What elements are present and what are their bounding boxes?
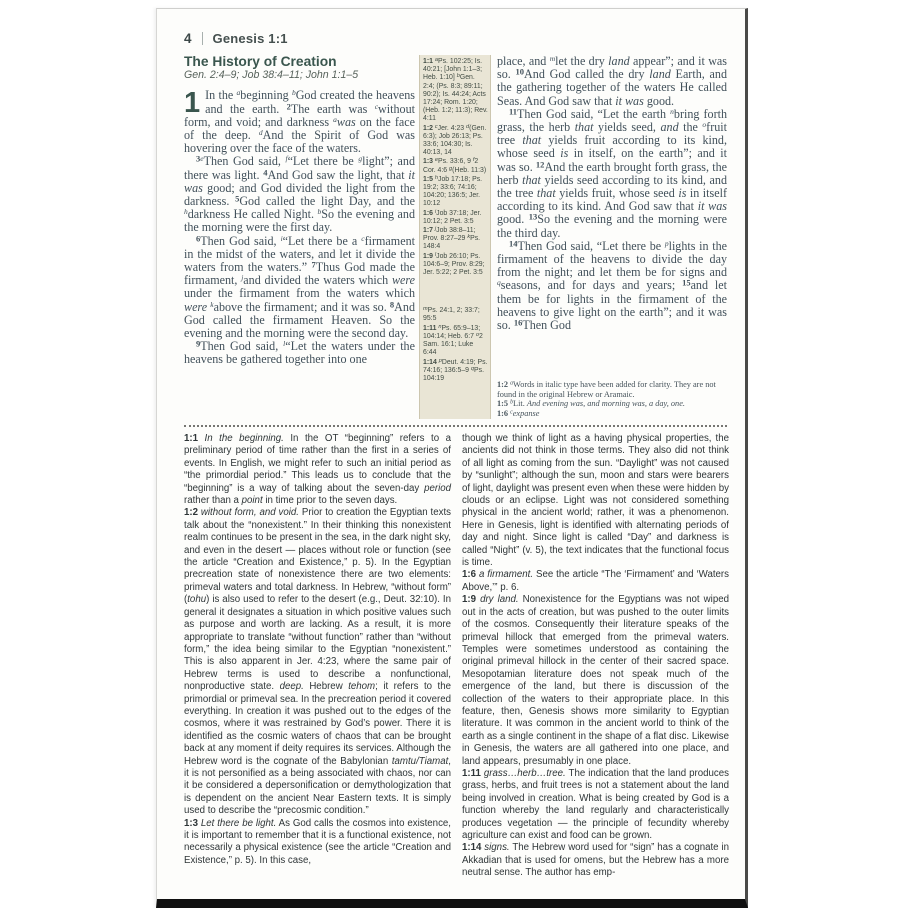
reference-entry: $^m$Ps. 24:1, 2; 33:7; 95:5 — [423, 306, 480, 323]
running-header — [184, 31, 745, 46]
book-chapter-verse: Genesis 1:1 — [212, 31, 288, 46]
study-note: though we think of light as a having physical properties, the ancients did not think in those terms. They also did not think of all light as coming from the sun. “Daylight” was not caused by “sunlight”; although the sun, moon and stars were bearers of light, daylight was present even when these were hidden by clouds or an eclipse. Light was not considered something physical in the ancient world; rather, it was a phenomenon. Here in Genesis, light is identified with alternating periods of day and night. Since light is called “Day” and darkness is called “Night” (v. 5), the text indicates that the functional focus is time. — [462, 433, 729, 569]
section-title: The History of Creation — [184, 55, 337, 69]
verse-paragraph: $^9$Then God said, $^l$“Let the waters under the heavens be gathered together into one — [184, 338, 415, 367]
scanned-bible-page — [156, 8, 748, 908]
study-note: 1:11 grass…herb…tree. The indication that the land produces grass, herbs, and fruit trees is not a statement about the land being involved in creation. What is being created by God is a function whereby the land regularly and characteristically produces vegetation — the principle of fecundity whereby agriculture can exist and food can be grown. — [462, 767, 729, 841]
translation-footnote: 1:2 $^a$Words in italic type have been added for clarity. They are not found in the original Hebrew or Aramaic. — [497, 379, 716, 399]
verse-paragraph: place, and $^m$let the dry land appear”; and it was so. $^{10}$And God called the dry land Earth, and the gathering together of the waters He called Seas. And God saw that it was good. — [497, 55, 727, 108]
translation-footnotes — [497, 377, 727, 419]
page-number: 4 — [184, 31, 192, 46]
bible-right-column — [495, 55, 727, 419]
chapter-number-dropcap: 1 — [184, 87, 201, 120]
translation-footnote: 1:6 $^c$expanse — [497, 409, 540, 419]
verse-paragraph: $^{14}$Then God said, “Let there be $^p$lights in the firmament of the heavens to divide the day from the night; and let them be for signs and $^q$seasons, and for days and years; $^{15}$and let them be for lights in the firmament of the heavens to give light on the earth”; and it was so. $^{16}$Then God — [497, 238, 727, 333]
study-note: 1:3 Let there be light. As God calls the cosmos into existence, it is important to remember that it is a functional existence, not necessarily a physical existence (see the article “Creation and Existence,” p. 5). In this case, — [184, 817, 451, 866]
cross-reference-column — [419, 55, 491, 419]
reference-entry: 1:7 $^j$Job 38:8–11; Prov. 8:27–29 $^k$Ps. 148:4 — [423, 226, 481, 251]
study-note: 1:1 In the beginning. In the OT “beginning” refers to a preliminary period of time rather than the first in a series of events. In English, we might refer to such an initial period as “the primordial period.” This leads us to conclude that the “beginning” is a way of talking about the seven-day period rather than a point in time prior to the seven days. — [184, 433, 451, 507]
study-notes-area — [184, 433, 729, 892]
verse-paragraph: $^6$Then God said, $^i$“Let there be a $^c$firmament in the midst of the waters, and let it divide the waters from the waters.” $^7$Thus God made the firmament, $^j$and divided the waters which were under the firmament from the waters which were $^k$above the firmament; and it was so. $^8$And God called the firmament Heaven. So the evening and the morning were the second day. — [184, 233, 415, 341]
reference-entry: 1:5 $^h$Job 17:18; Ps. 19:2; 33:6; 74:16; 104:20; 136:5; Jer. 10:12 — [423, 174, 483, 208]
dotted-divider — [184, 425, 727, 427]
study-note: 1:14 signs. The Hebrew word used for “sign” has a cognate in Akkadian that is used for omens, but the Hebrew has a more neutral sense. The author has emp- — [462, 842, 729, 879]
verse-paragraph: $^{11}$Then God said, “Let the earth $^n$bring forth grass, the herb that yields seed, and the $^o$fruit tree that yields fruit according to its kind, whose seed is in itself, on the earth”; and it was so. $^{12}$And the earth brought forth grass, the herb that yields seed according to its kind, and the tree that yields fruit, whose seed is in itself according to its kind. And God saw that it was good. $^{13}$So the evening and the morning were the third day. — [497, 106, 727, 240]
study-note: 1:2 without form, and void. Prior to creation the Egyptian texts talk about the “nonexistent.” In their thinking this nonexistent realm continues to be present in the sea, in the dark night sky, and even in the desert — places without role or function (see the article “Creation and Existence,” p. 5). In the Egyptian precreation state of nonexistence there are two elements: primeval waters and total darkness. In Hebrew, “without form” (tohu) is also used to refer to the desert (e.g., Deut. 32:10). In general it designates a situation in which positive values such as purpose and worth are lacking. As a result, it is more appropriate to translate “without function” rather than “without form,” the idea being similar to the Egyptian “nonexistent.” This is also apparent in Jer. 4:23, where the same pair of Hebrew terms is used to describe a nonfunctional, nonproductive state. deep. Hebrew tehom; it refers to the primordial or primeval sea. In the precreation period it covered everything. In creation it was pushed out to the edges of the cosmos, where it was restrained by God’s power. There it is identified as the cosmic waters of chaos that can be brought back at any moment if deity requires its services. Although the Hebrew word is the cognate of the Babylonian tamtu/Tiamat, it is not personified as a being associated with chaos, nor can it be considered a depersonification or demythologization that is dependent on the ancient Near Eastern texts. It is simply used to describe the “precosmic condition.” — [184, 507, 451, 817]
study-note: 1:9 dry land. Nonexistence for the Egyptians was not wiped out in the acts of creation, but was pushed to the outer limits of the cosmos. Consequently their literature speaks of the primeval hillock that emerged from the primeval waters. Temples were sometimes understood as containing the original primeval hillock in the center of their sacred space. Mesopotamian literature does not speak much of the emergence of the land, but there is discussion of the collection of the waters to their appropriate place. In this feature, then, Genesis shows more similarity to Egyptian literature. It was common in the ancient world to think of the earth as a single continent in the shape of a flat disc. Likewise in Genesis, the waters are all gathered into one place, and land appears, presumably in one place. — [462, 594, 729, 767]
reference-entry: 1:11 $^n$Ps. 65:9–13; 104:14; Heb. 6:7 $^o$2 Sam. 16:1; Luke 6:44 — [423, 323, 483, 357]
study-note: 1:6 a firmament. See the article “The ‘Firmament’ and ‘Waters Above,’” p. 6. — [462, 569, 729, 593]
reference-entry: 1:3 $^e$Ps. 33:6, 9 $^f$2 Cor. 4:6 $^g$(Heb. 11:3) — [423, 157, 487, 174]
verse-paragraph: $^{3e}$Then God said, $^f$“Let there be $^g$light”; and there was light. $^4$And God saw the light, that it was good; and God divided the light from the darkness. $^5$God called the light Day, and the $^h$darkness He called Night. $^b$So the evening and the morning were the first day. — [184, 153, 416, 235]
translation-footnote: 1:5 $^b$Lit. And evening was, and morning was, a day, one. — [497, 399, 685, 409]
bible-right-verses — [497, 55, 727, 332]
reference-entry: 1:1 $^a$Ps. 102:25; Is. 40:21; [John 1:1–3; Heb. 1:10] $^b$Gen. 2:4; (Ps. 8:3; 89:11; 90:2); Is. 44:24; Acts 17:24; Rom. 1:20; (Heb. 1:2; 11:3); Rev. 4:11 — [423, 57, 488, 123]
reference-entry: 1:14 $^p$Deut. 4:19; Ps. 74:16; 136:5–9 $^q$Ps. 104:19 — [423, 357, 488, 382]
bible-left-column — [184, 55, 415, 419]
bible-text-area — [184, 55, 727, 419]
verse-paragraph: 1 In the $^a$beginning $^b$God created the heavens and the earth. $^2$The earth was $^c$without form, and void; and darkness $^a$was on the face of the deep. $^d$And the Spirit of God was hovering over the face of the waters. — [184, 87, 416, 156]
reference-entry: 1:9 $^l$Job 26:10; Ps. 104:6–9; Prov. 8:29; Jer. 5:22; 2 Pet. 3:5 — [423, 251, 485, 277]
notes-left-column — [184, 433, 451, 892]
reference-entry: 1:6 $^i$Job 37:18; Jer. 10:12; 2 Pet. 3:5 — [423, 208, 482, 225]
reference-entry: 1:2 $^c$Jer. 4:23 $^d$(Gen. 6:3); Job 26:13; Ps. 33:6; 104:30; Is. 40:13, 14 — [423, 123, 487, 157]
parallel-passages: Gen. 2:4–9; Job 38:4–11; John 1:1–5 — [184, 69, 359, 82]
notes-right-column — [462, 433, 729, 892]
header-divider — [202, 32, 203, 45]
bible-left-verses — [184, 89, 415, 366]
